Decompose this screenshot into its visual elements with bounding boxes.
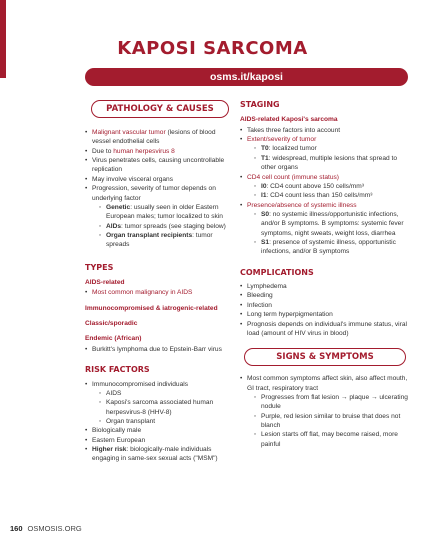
types-aids-label: AIDS-related bbox=[85, 279, 125, 287]
list-item: • Eastern European bbox=[85, 436, 235, 445]
staging-heading: STAGING bbox=[240, 100, 280, 109]
list-item: • Biologically male bbox=[85, 426, 235, 435]
types-classic-label: Classic/sporadic bbox=[85, 320, 138, 328]
url-banner[interactable]: osms.it/kaposi bbox=[85, 68, 408, 86]
complications-heading: COMPLICATIONS bbox=[240, 267, 314, 277]
list-item: ◦ T0: localized tumor bbox=[254, 144, 410, 153]
list-item: • Immunocompromised individuals ◦ AIDS ◦ Kaposi's sarcoma associated human herpesvirus-8 (HHV-8) ◦ Organ transplant bbox=[85, 380, 235, 427]
staging-subheading: AIDS-related Kaposi's sarcoma bbox=[240, 116, 338, 124]
list-item: ◦ AIDS bbox=[99, 389, 235, 398]
list-item: ◦ Progresses from flat lesion → plaque → ulcerating nodule bbox=[254, 393, 410, 412]
left-column bbox=[85, 97, 235, 464]
list-item: • May involve visceral organs bbox=[85, 175, 235, 184]
signs-list bbox=[240, 374, 410, 449]
list-item: ◦ Kaposi's sarcoma associated human herpesvirus-8 (HHV-8) bbox=[99, 398, 235, 417]
list-item: ◦ Purple, red lesion similar to bruise that does not blanch bbox=[254, 412, 410, 431]
complications-list bbox=[240, 282, 410, 338]
list-item: • Infection bbox=[240, 301, 410, 310]
list-item: ◦ Lesion starts off flat, may become raised, more painful bbox=[254, 430, 410, 449]
list-item: • Virus penetrates cells, causing uncontrollable replication bbox=[85, 156, 235, 175]
list-item: • Lymphedema bbox=[240, 282, 410, 291]
risk-heading: RISK FACTORS bbox=[85, 365, 150, 375]
list-item: • Most common malignancy in AIDS bbox=[85, 288, 235, 297]
right-column bbox=[240, 97, 410, 449]
types-heading: TYPES bbox=[85, 262, 114, 272]
list-item: ◦ I1: CD4 count less than 150 cells/mm³ bbox=[254, 191, 410, 200]
list-item: • Malignant vascular tumor (lesions of blood vessel endothelial cells bbox=[85, 128, 235, 147]
list-item: ◦ S0: no systemic illness/opportunistic infections, and/or B symptoms. B symptoms: systemic fever symptoms, night sweats, weight loss, diarrhea bbox=[254, 210, 410, 238]
signs-heading: SIGNS & SYMPTOMS bbox=[244, 348, 406, 366]
list-item: • Prognosis depends on individual's immune status, viral load (amount of HIV virus in blood) bbox=[240, 320, 410, 339]
pathology-list bbox=[85, 128, 235, 250]
list-item: ◦ I0: CD4 count above 150 cells/mm³ bbox=[254, 182, 410, 191]
list-item: • Due to human herpesvirus 8 bbox=[85, 147, 235, 156]
staging-list bbox=[240, 126, 410, 257]
list-item: ◦ Organ transplant recipients: tumor spreads bbox=[99, 231, 235, 250]
list-item: • Progression, severity of tumor depends on underlying factor ◦ Genetic: usually seen in older Eastern European males; tumor localized to skin ◦ AIDs: tumor spreads (see staging below) ◦ Organ transplant recipients: tumor spreads bbox=[85, 184, 235, 250]
list-item: ◦ Genetic: usually seen in older Eastern European males; tumor localized to skin bbox=[99, 203, 235, 222]
types-endemic-label: Endemic (African) bbox=[85, 335, 142, 343]
page-footer bbox=[10, 524, 82, 533]
list-item: • Higher risk: biologically-male individuals engaging in same-sex sexual acts ("MSM") bbox=[85, 445, 235, 464]
pathology-heading: PATHOLOGY & CAUSES bbox=[91, 100, 229, 118]
list-item: • Bleeding bbox=[240, 291, 410, 300]
list-item: • Presence/absence of systemic illness ◦ S0: no systemic illness/opportunistic infections, and/or B symptoms. B symptoms: systemic fever symptoms, night sweats, weight loss, diarrhea ◦ S1: presence of systemic illness, opportunistic infections, and/or B symptoms bbox=[240, 201, 410, 257]
list-item: • Takes three factors into account bbox=[240, 126, 410, 135]
types-immuno-label: Immunocompromised & iatrogenic-related bbox=[85, 304, 218, 312]
list-item: • Burkitt's lymphoma due to Epstein-Barr virus bbox=[85, 345, 235, 354]
risk-list bbox=[85, 380, 235, 464]
list-item: ◦ S1: presence of systemic illness, opportunistic infections, and/or B symptoms bbox=[254, 238, 410, 257]
footer-site[interactable]: OSMOSIS.ORG bbox=[27, 524, 82, 533]
list-item: • Long term hyperpigmentation bbox=[240, 310, 410, 319]
list-item: ◦ AIDs: tumor spreads (see staging below) bbox=[99, 222, 235, 231]
list-item: • Most common symptoms affect skin, also affect mouth, GI tract, respiratory tract ◦ Progresses from flat lesion → plaque → ulcerating nodule ◦ Purple, red lesion similar to bruise that does not blanch ◦ Lesion starts off flat, may become raised, more painful bbox=[240, 374, 410, 449]
page-title: KAPOSI SARCOMA bbox=[117, 38, 308, 59]
list-item: • Extent/severity of tumor ◦ T0: localized tumor ◦ T1: widespread, multiple lesions that spread to other organs bbox=[240, 135, 410, 172]
page-number: 160 bbox=[10, 524, 23, 533]
list-item: ◦ T1: widespread, multiple lesions that spread to other organs bbox=[254, 154, 410, 173]
list-item: • CD4 cell count (immune status) ◦ I0: CD4 count above 150 cells/mm³ ◦ I1: CD4 count less than 150 cells/mm³ bbox=[240, 173, 410, 201]
list-item: ◦ Organ transplant bbox=[99, 417, 235, 426]
